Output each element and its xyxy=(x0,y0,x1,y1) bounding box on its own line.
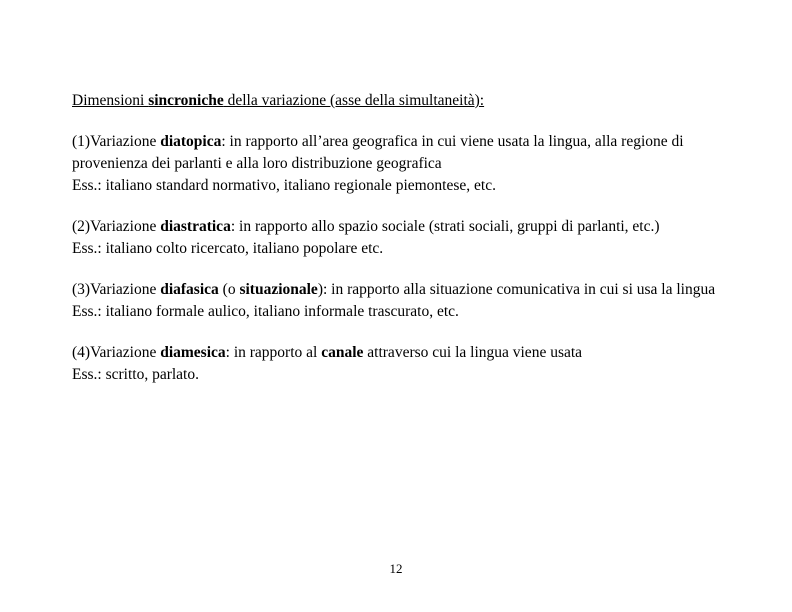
section-keyword: diastratica xyxy=(160,218,231,235)
section-middle: (o xyxy=(218,281,240,298)
section-heading: (1)Variazione xyxy=(72,133,161,150)
section-keyword: diamesica xyxy=(160,344,226,361)
section-diastratica xyxy=(72,216,722,260)
section-heading: (2)Variazione xyxy=(72,218,161,235)
section-diatopica xyxy=(72,131,722,197)
title-prefix: Dimensioni xyxy=(72,92,149,109)
section-description: : in rapporto all’area geografica in cui viene usata la lingua, alla regione di provenienza dei parlanti e alla loro distribuzione geografica xyxy=(72,133,684,172)
section-definition xyxy=(72,279,722,301)
section-examples: Ess.: scritto, parlato. xyxy=(72,366,199,383)
section-keyword-secondary: situazionale xyxy=(239,281,318,298)
section-examples: Ess.: italiano formale aulico, italiano informale trascurato, etc. xyxy=(72,303,459,320)
section-examples: Ess.: italiano standard normativo, italiano regionale piemontese, etc. xyxy=(72,177,496,194)
page-title xyxy=(72,90,722,112)
section-keyword: diafasica xyxy=(160,281,219,298)
document-content xyxy=(72,90,722,386)
section-keyword: diatopica xyxy=(160,133,222,150)
title-keyword: sincroniche xyxy=(148,92,224,109)
title-suffix: della variazione (asse della simultaneità): xyxy=(223,92,485,109)
section-keyword-secondary: canale xyxy=(321,344,364,361)
section-diamesica xyxy=(72,342,722,386)
section-diafasica xyxy=(72,279,722,323)
section-examples: Ess.: italiano colto ricercato, italiano popolare etc. xyxy=(72,240,384,257)
section-description: attraverso cui la lingua viene usata xyxy=(363,344,583,361)
section-definition xyxy=(72,342,722,364)
section-definition xyxy=(72,131,722,175)
section-middle: : in rapporto al xyxy=(225,344,322,361)
section-description: : in rapporto allo spazio sociale (strati sociali, gruppi di parlanti, etc.) xyxy=(230,218,660,235)
section-heading: (4)Variazione xyxy=(72,344,161,361)
section-description: ): in rapporto alla situazione comunicativa in cui si usa la lingua xyxy=(317,281,716,298)
section-heading: (3)Variazione xyxy=(72,281,161,298)
section-definition xyxy=(72,216,722,238)
page-number: 12 xyxy=(389,561,403,576)
